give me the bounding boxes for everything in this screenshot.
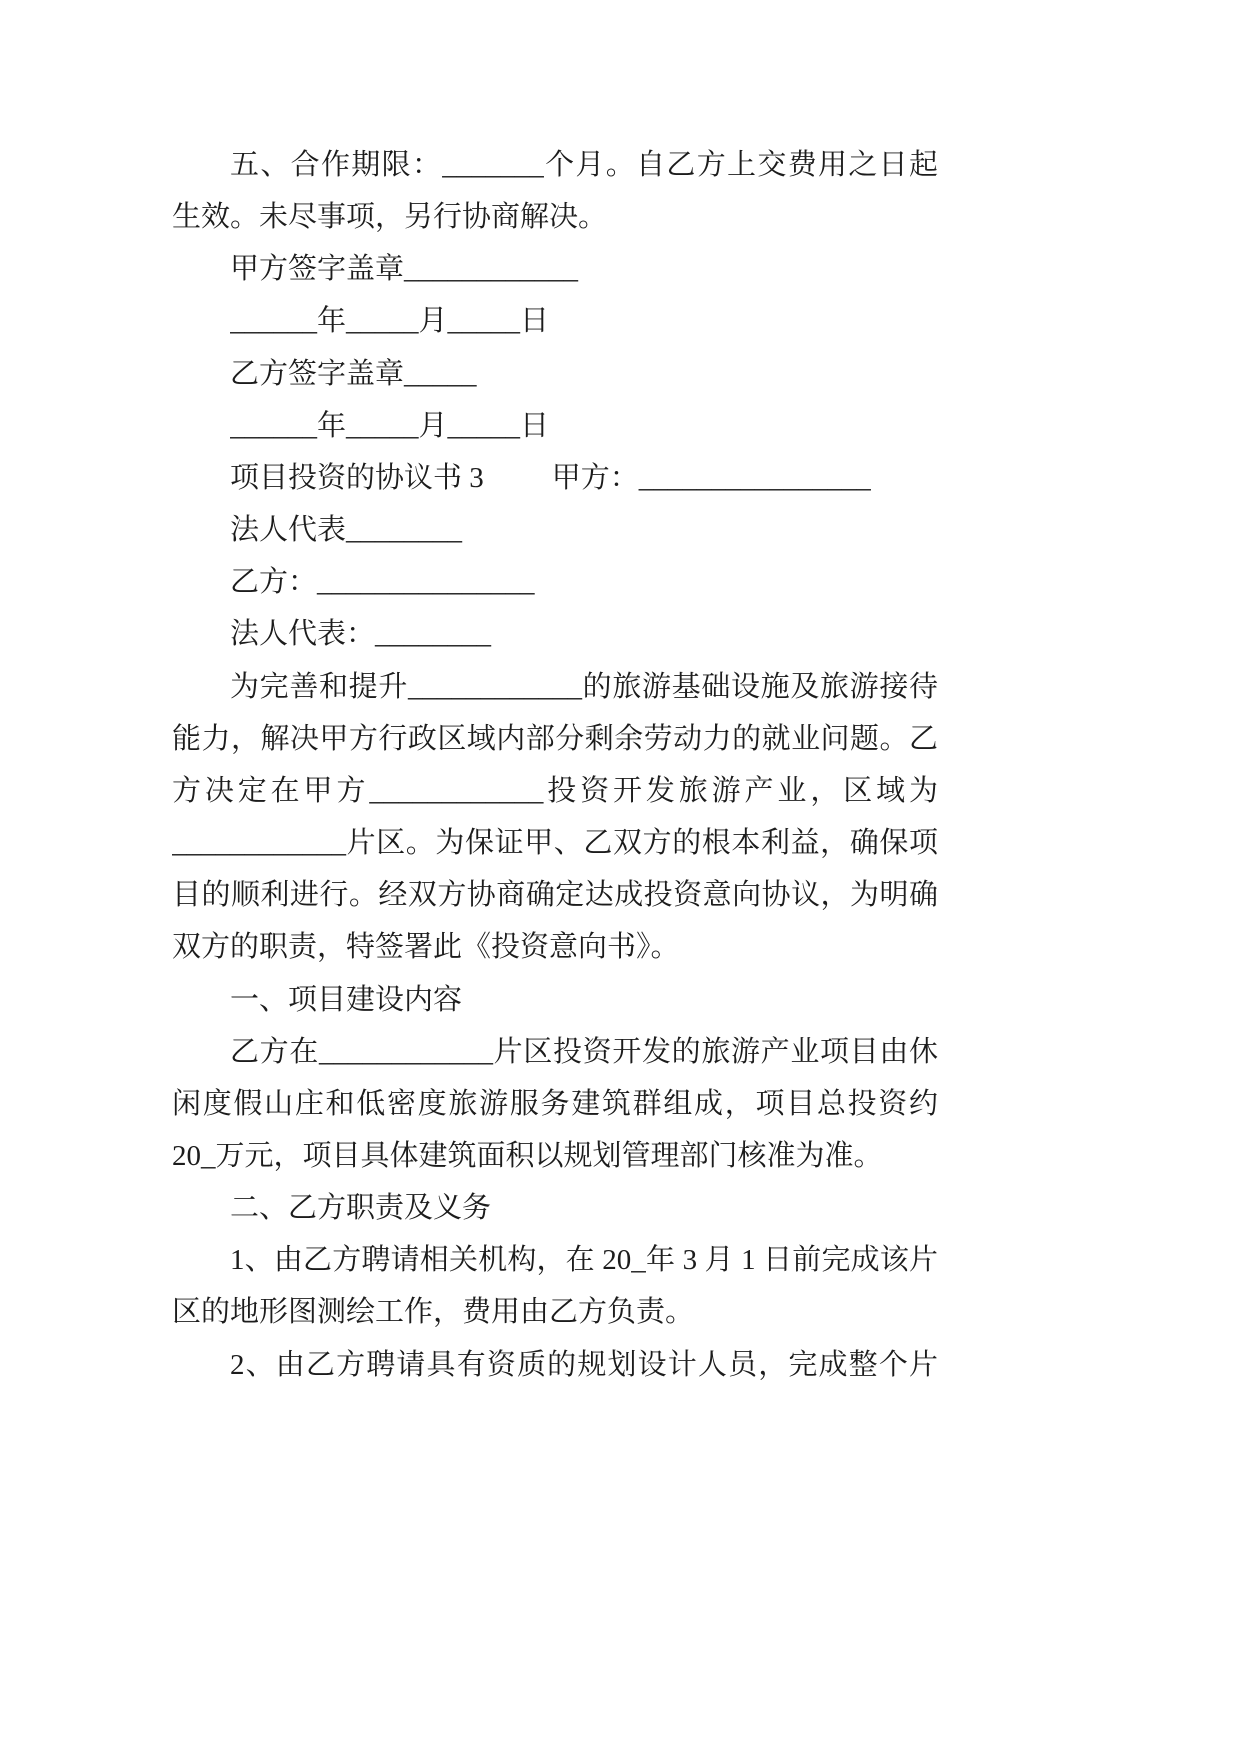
- agreement-header-line: [230, 452, 938, 504]
- paragraph-line: 生效。未尽事项，另行协商解决。: [172, 201, 608, 234]
- paragraph-line: 五、合作期限：_______个月。自乙方上交费用之日起: [230, 149, 938, 181]
- list-item-line: 1、由乙方聘请相关机构，在 20_年 3 月 1 日前完成该片: [230, 1244, 938, 1277]
- party-a-representative-field: 法人代表________: [230, 514, 463, 547]
- paragraph-line: 为完善和提升____________的旅游基础设施及旅游接待: [230, 670, 938, 703]
- paragraph-line: 双方的职责，特签署此《投资意向书》。: [172, 931, 680, 964]
- document-body: [172, 139, 938, 1391]
- section-heading: 一、项目建设内容: [230, 983, 463, 1016]
- paragraph-line: 乙方在____________片区投资开发的旅游产业项目由休: [230, 1035, 938, 1068]
- party-a-signature-line: 甲方签字盖章____________: [230, 253, 579, 286]
- party-b-signature-line: 乙方签字盖章_____: [230, 357, 477, 390]
- party-b-field: 乙方：_______________: [230, 566, 535, 599]
- party-b-date-line: ______年_____月_____日: [230, 409, 550, 442]
- paragraph-line: 目的顺利进行。经双方协商确定达成投资意向协议，为明确: [172, 879, 938, 912]
- agreement-title: 项目投资的协议书 3: [230, 461, 484, 494]
- paragraph-line: 20_万元，项目具体建筑面积以规划管理部门核准为准。: [172, 1139, 883, 1172]
- section-heading: 二、乙方职责及义务: [230, 1192, 492, 1225]
- party-a-date-line: ______年_____月_____日: [230, 305, 550, 338]
- party-b-representative-field: 法人代表：________: [230, 618, 492, 651]
- paragraph-line: 能力，解决甲方行政区域内部分剩余劳动力的就业问题。乙: [172, 722, 938, 755]
- list-item-line: 2、由乙方聘请具有资质的规划设计人员，完成整个片: [230, 1348, 938, 1381]
- paragraph-line: ____________片区。为保证甲、乙双方的根本利益，确保项: [172, 827, 938, 860]
- paragraph-line: 方决定在甲方____________投资开发旅游产业，区域为: [172, 774, 938, 807]
- paragraph-line: 闲度假山庄和低密度旅游服务建筑群组成，项目总投资约: [172, 1087, 938, 1120]
- list-item-line: 区的地形图测绘工作，费用由乙方负责。: [172, 1296, 695, 1329]
- party-a-field: 甲方：________________: [551, 461, 871, 494]
